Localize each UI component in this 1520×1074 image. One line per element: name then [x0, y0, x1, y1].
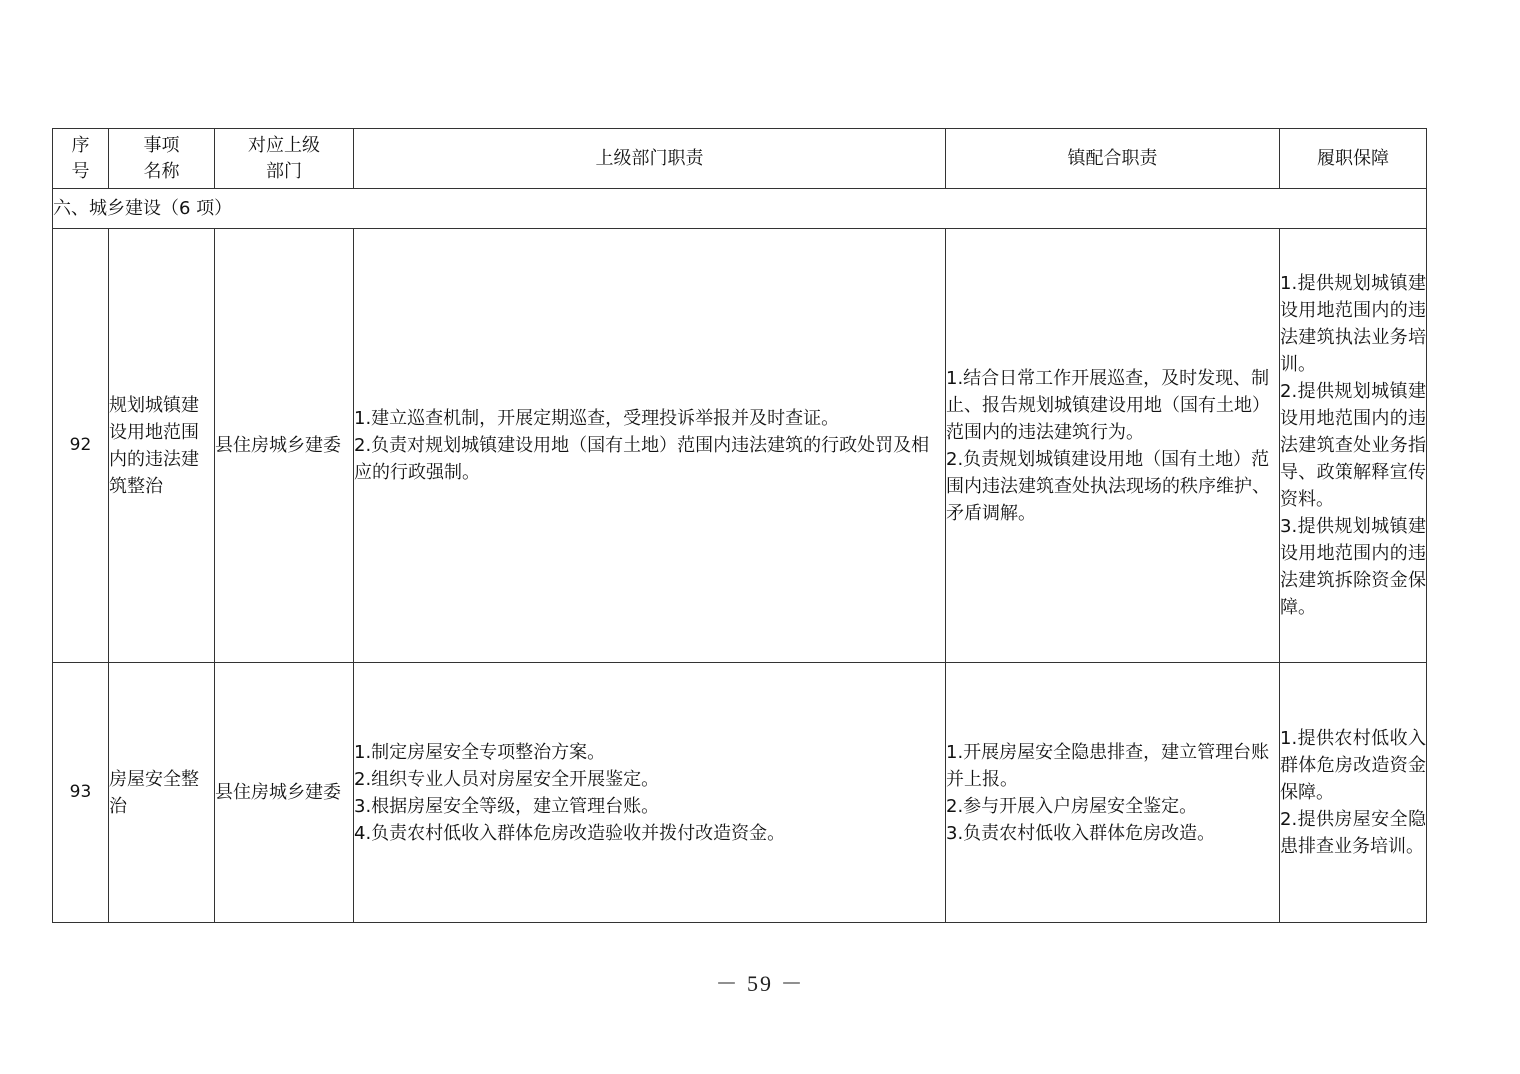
header-item	[109, 129, 215, 189]
header-dept-line-2: 部门	[266, 160, 302, 182]
row-seq: 92	[53, 229, 109, 663]
header-coop: 镇配合职责	[946, 129, 1280, 189]
header-seq-line-1: 序	[71, 134, 90, 156]
header-item-line-1: 事项	[143, 134, 180, 156]
coop-line: 1.结合日常工作开展巡查，及时发现、制止、报告规划城镇建设用地（国有土地）范围内的违法建筑行为。	[946, 367, 1270, 443]
table-header-row	[53, 129, 1427, 189]
duty-line: 1.建立巡查机制，开展定期巡查，受理投诉举报并及时查证。	[354, 408, 840, 429]
guarantee-line: 1.提供农村低收入群体危房改造资金保障。	[1280, 728, 1426, 803]
header-item-line-2: 名称	[143, 160, 180, 182]
guarantee-line: 2.提供房屋安全隐患排查业务培训。	[1280, 809, 1426, 857]
row-guarantee	[1280, 229, 1427, 663]
header-seq	[53, 129, 109, 189]
coop-line: 1.开展房屋安全隐患排查，建立管理台账并上报。	[946, 741, 1270, 790]
row-item-name: 规划城镇建设用地范围内的违法建筑整治	[109, 229, 215, 663]
duty-line: 2.负责对规划城镇建设用地（国有土地）范围内违法建筑的行政处罚及相应的行政强制。	[354, 435, 930, 483]
duty-table	[52, 128, 1427, 923]
table-row	[53, 229, 1427, 663]
row-seq: 93	[53, 663, 109, 923]
header-dept	[215, 129, 354, 189]
duty-line: 2.组织专业人员对房屋安全开展鉴定。	[354, 768, 660, 790]
coop-line: 3.负责农村低收入群体危房改造。	[946, 822, 1216, 844]
table-row	[53, 663, 1427, 923]
page-number: － 59 －	[715, 971, 805, 996]
guarantee-line: 1.提供规划城镇建设用地范围内的违法建筑执法业务培训。	[1280, 273, 1426, 375]
duty-line: 1.制定房屋安全专项整治方案。	[354, 741, 606, 763]
row-item-name: 房屋安全整治	[109, 663, 215, 923]
section-title: 六、城乡建设（6 项）	[53, 189, 1427, 229]
header-guarantee: 履职保障	[1280, 129, 1427, 189]
row-dept: 县住房城乡建委	[215, 229, 354, 663]
coop-line: 2.负责规划城镇建设用地（国有土地）范围内违法建筑查处执法现场的秩序维护、矛盾调解。	[946, 448, 1270, 524]
row-duty	[354, 229, 946, 663]
row-guarantee	[1280, 663, 1427, 923]
duty-line: 4.负责农村低收入群体危房改造验收并拨付改造资金。	[354, 822, 786, 844]
section-row	[53, 189, 1427, 229]
header-dept-line-1: 对应上级	[248, 134, 320, 156]
row-dept: 县住房城乡建委	[215, 663, 354, 923]
row-duty	[354, 663, 946, 923]
header-duty: 上级部门职责	[354, 129, 946, 189]
duty-line: 3.根据房屋安全等级，建立管理台账。	[354, 795, 660, 817]
guarantee-line: 2.提供规划城镇建设用地范围内的违法建筑查处业务指导、政策解释宣传资料。	[1280, 381, 1426, 510]
guarantee-line: 3.提供规划城镇建设用地范围内的违法建筑拆除资金保障。	[1280, 516, 1426, 618]
coop-line: 2.参与开展入户房屋安全鉴定。	[946, 795, 1198, 817]
row-coop	[946, 663, 1280, 923]
header-seq-line-2: 号	[71, 160, 90, 182]
row-coop	[946, 229, 1280, 663]
